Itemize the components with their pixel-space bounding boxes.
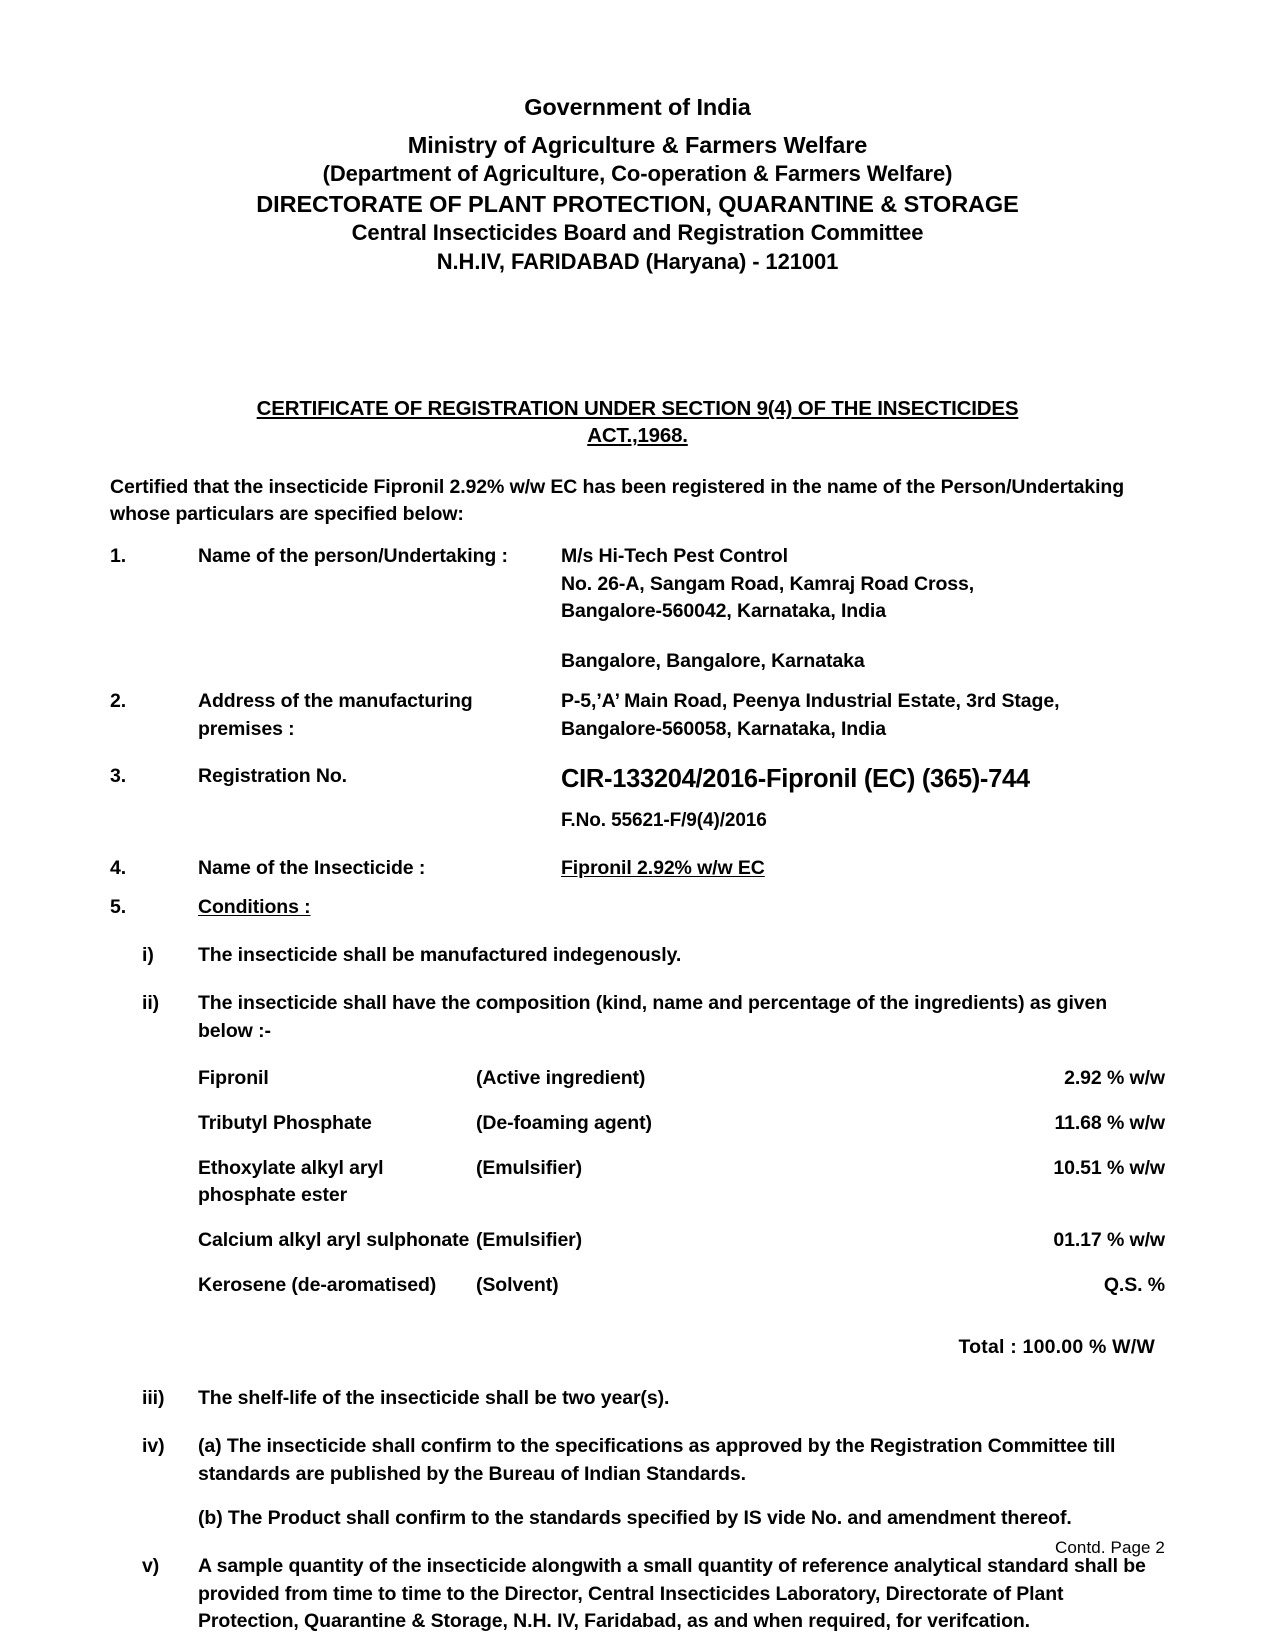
spacer	[110, 922, 1165, 942]
spacer	[110, 1413, 1165, 1433]
ingredient-kind: (Emulsifier)	[476, 1156, 583, 1179]
item-label: Registration No.	[198, 765, 347, 788]
condition-text	[198, 1433, 1165, 1533]
composition-total: Total : 100.00 % W/W	[958, 1336, 1155, 1359]
item-label: Name of the Insecticide :	[198, 856, 426, 879]
ingredient-name: Calcium alkyl aryl sulphonate	[198, 1228, 470, 1251]
condition-row-ii	[110, 990, 1165, 1045]
condition-marker: v)	[142, 1555, 160, 1578]
ingredient-kind: (De-foaming agent)	[476, 1111, 652, 1134]
item-label-line2: premises :	[198, 717, 295, 740]
condition-row-i	[110, 942, 1165, 970]
ingredient-percentage: 11.68 % w/w	[1054, 1111, 1165, 1134]
header-line-directorate: DIRECTORATE OF PLANT PROTECTION, QUARANTINE & STORAGE	[256, 190, 1019, 217]
item-label: Name of the person/Undertaking :	[198, 545, 508, 568]
table-row	[198, 1272, 1165, 1317]
condition-marker: iii)	[142, 1387, 165, 1410]
certified-statement: Certified that the insecticide Fipronil 2.92% w/w EC has been registered in the name of the Person/Undertaking whose particulars are specified below:	[110, 475, 1125, 526]
condition-text: The shelf-life of the insecticide shall be two year(s).	[198, 1387, 670, 1410]
spacer	[110, 882, 1165, 894]
ingredient-name: Tributyl Phosphate	[198, 1111, 372, 1134]
person-address-line2: Bangalore-560042, Karnataka, India	[561, 600, 886, 623]
ingredient-percentage: 10.51 % w/w	[1053, 1156, 1165, 1179]
item-row-manufacturing-address	[110, 688, 1165, 743]
page-footer: Contd. Page 2	[1055, 1538, 1165, 1557]
certificate-title-line1: CERTIFICATE OF REGISTRATION UNDER SECTION 9(4) OF THE INSECTICIDES	[256, 397, 1019, 421]
ingredient-percentage: Q.S. %	[1103, 1273, 1165, 1296]
condition-marker: i)	[142, 944, 154, 967]
item-number: 2.	[110, 689, 127, 712]
item-value	[561, 855, 1165, 883]
header-line-department: (Department of Agriculture, Co-operation & Farmers Welfare)	[322, 161, 953, 187]
spacer	[110, 835, 1165, 855]
item-row-insecticide-name	[110, 855, 1165, 883]
ingredient-name: Kerosene (de-aromatised)	[198, 1273, 437, 1296]
table-row	[198, 1110, 1165, 1155]
condition-marker: ii)	[142, 991, 160, 1014]
file-number: F.No. 55621-F/9(4)/2016	[561, 809, 767, 831]
item-number: 4.	[110, 856, 127, 879]
item-label	[198, 894, 561, 922]
item-value	[561, 543, 1165, 676]
item-label-line1: Address of the manufacturing	[198, 689, 473, 712]
condition-text-a: (a) The insecticide shall confirm to the specifications as approved by the Registration Committee till standards are published by the Bureau of Indian Standards.	[198, 1435, 1116, 1485]
document-header	[0, 0, 1275, 276]
ingredient-percentage: 2.92 % w/w	[1064, 1067, 1165, 1090]
condition-text: The insecticide shall be manufactured indegenously.	[198, 944, 682, 967]
person-name: M/s Hi-Tech Pest Control	[561, 545, 788, 568]
spacer	[110, 676, 1165, 688]
item-number: 3.	[110, 765, 127, 788]
insecticide-name: Fipronil 2.92% w/w EC	[561, 856, 765, 879]
header-line-government: Government of India	[524, 94, 751, 120]
manufacturing-address-line2: Bangalore-560058, Karnataka, India	[561, 717, 886, 740]
ingredient-kind: (Active ingredient)	[476, 1067, 646, 1090]
condition-text: A sample quantity of the insecticide alongwith a small quantity of reference analytical standard shall be provided from time to time to the Director, Central Insecticides Laboratory, Directorate of Plant Protection, Quarantine & Storage, N.H. IV, Faridabad, as and when required, for verifcation.	[198, 1555, 1146, 1633]
header-line-ministry: Ministry of Agriculture & Farmers Welfare	[407, 131, 868, 158]
ingredient-name: Fipronil	[198, 1067, 269, 1090]
condition-row-v	[110, 1553, 1165, 1636]
certificate-title	[0, 396, 1275, 449]
item-label	[198, 688, 561, 743]
registration-number: CIR-133204/2016-Fipronil (EC) (365)-744	[561, 765, 1030, 794]
header-line-board: Central Insecticides Board and Registration Committee	[351, 220, 924, 246]
conditions-heading: Conditions :	[198, 896, 311, 919]
person-address-line1: No. 26-A, Sangam Road, Kamraj Road Cross,	[561, 572, 975, 595]
ingredient-name: Ethoxylate alkyl aryl phosphate ester	[198, 1156, 384, 1207]
spacer	[561, 626, 1165, 648]
item-value	[561, 688, 1165, 743]
item-value	[561, 763, 1165, 835]
table-row	[198, 1065, 1165, 1110]
item-row-registration-no	[110, 763, 1165, 835]
item-number: 5.	[110, 896, 127, 919]
table-row	[198, 1227, 1165, 1272]
composition-table	[198, 1065, 1165, 1316]
condition-text-b: (b) The Product shall confirm to the standards specified by IS vide No. and amendment thereof.	[198, 1507, 1072, 1530]
ingredient-percentage: 01.17 % w/w	[1053, 1228, 1165, 1251]
manufacturing-address-line1: P-5,’A’ Main Road, Peenya Industrial Estate, 3rd Stage,	[561, 689, 1060, 712]
item-row-name-of-person	[110, 543, 1165, 676]
spacer	[110, 743, 1165, 763]
condition-text: The insecticide shall have the composition (kind, name and percentage of the ingredients) as given below :-	[198, 991, 1108, 1042]
condition-marker: iv)	[142, 1435, 165, 1458]
person-city-state: Bangalore, Bangalore, Karnataka	[561, 650, 865, 673]
ingredient-kind: (Emulsifier)	[476, 1228, 583, 1251]
item-row-conditions-heading	[110, 894, 1165, 922]
spacer	[110, 970, 1165, 990]
condition-row-iii	[110, 1385, 1165, 1413]
spacer	[110, 1533, 1165, 1553]
certificate-title-line2: ACT.,1968.	[587, 424, 688, 448]
header-line-address: N.H.IV, FARIDABAD (Haryana) - 121001	[436, 248, 839, 274]
table-row	[198, 1155, 1165, 1227]
ingredient-kind: (Solvent)	[476, 1273, 559, 1296]
condition-row-iv	[110, 1433, 1165, 1533]
document-body	[0, 474, 1275, 1636]
item-number: 1.	[110, 545, 127, 568]
